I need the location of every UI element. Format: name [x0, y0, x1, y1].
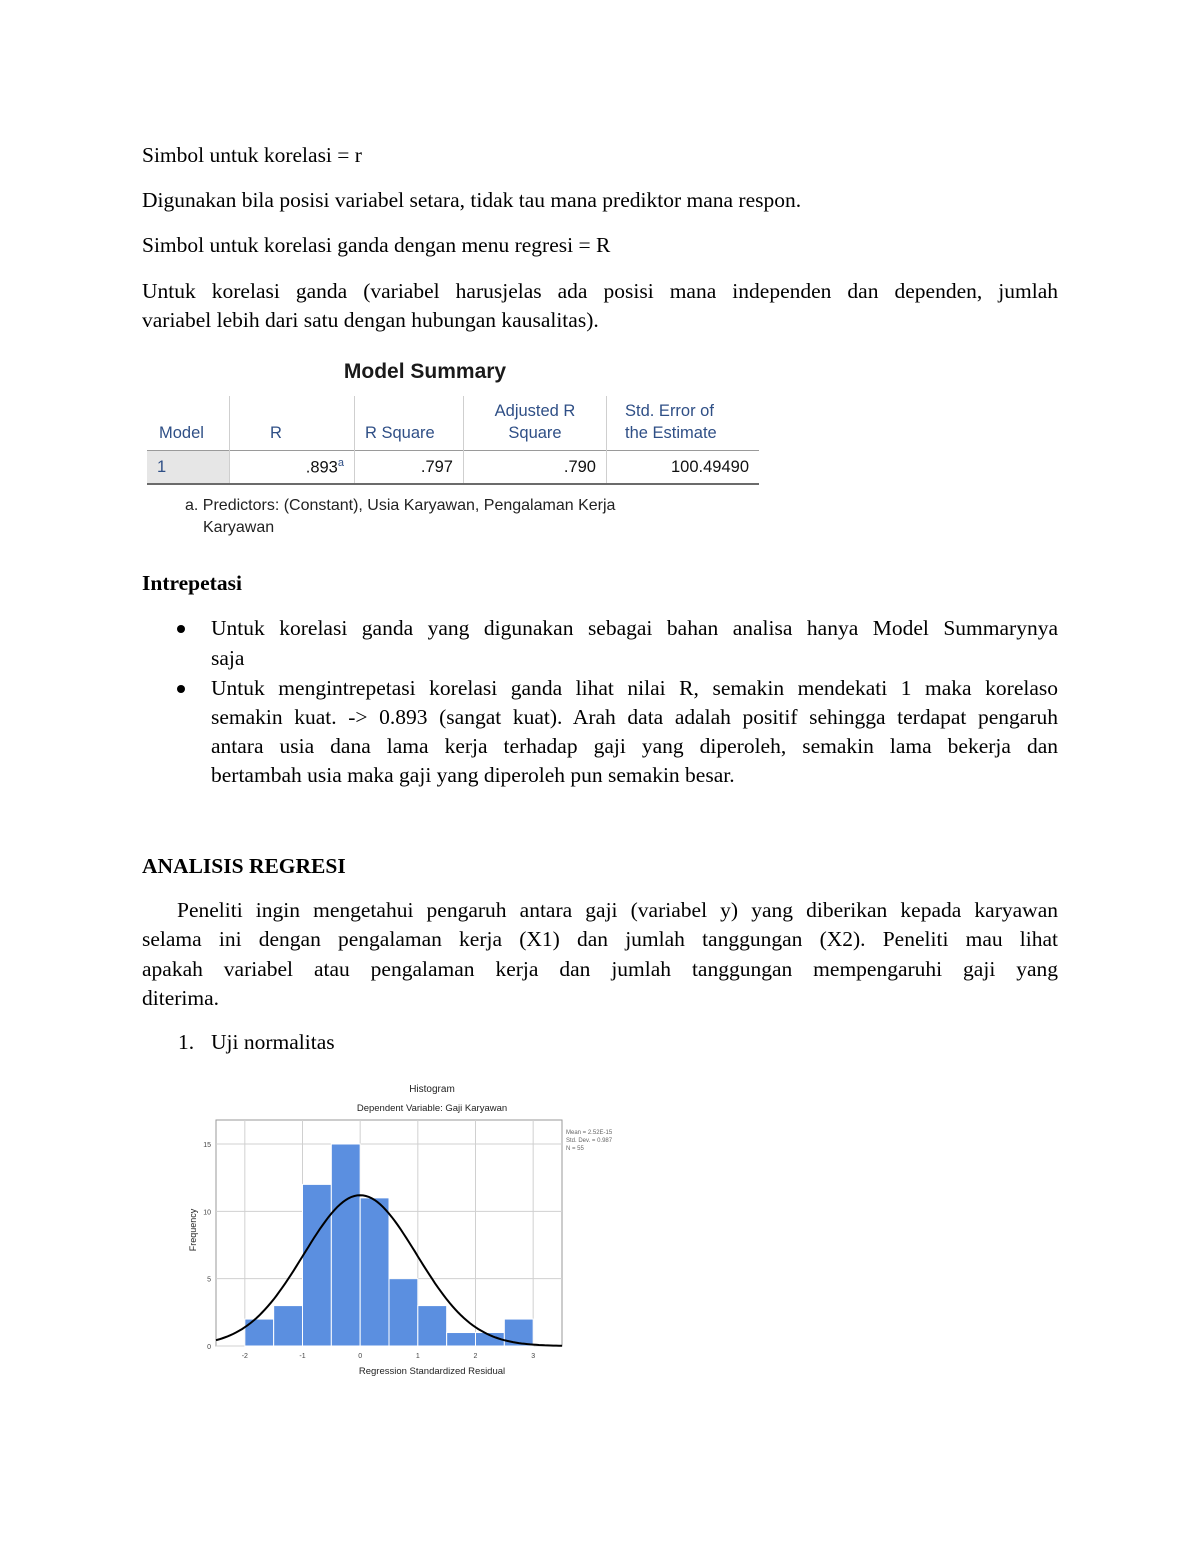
stats-legend-line: N = 55 — [566, 1146, 584, 1152]
paragraph-symbol-r: Simbol untuk korelasi = r — [142, 143, 362, 167]
y-tick-label: 15 — [203, 1142, 211, 1149]
regression-line2: selama ini dengan pengalaman kerja (X1) dan jumlah tanggungan (X2). Peneliti mau lihat — [142, 927, 1058, 951]
regression-line4: diterima. — [142, 986, 220, 1010]
histogram-bar — [447, 1333, 476, 1346]
stats-legend-line: Mean = 2.52E-15 — [566, 1130, 613, 1136]
model-summary-footnote — [185, 495, 705, 539]
x-axis-label: Regression Standardized Residual — [358, 1366, 506, 1377]
x-tick-label: 0 — [358, 1353, 363, 1360]
histogram-bar — [331, 1144, 360, 1346]
table-row — [147, 451, 759, 485]
bullet2-line1: Untuk mengintrepetasi korelasi ganda lihat nilai R, semakin mendekati 1 maka korelaso — [211, 676, 1058, 700]
cell-adjusted-r-square: .790 — [464, 451, 607, 485]
model-summary-table — [147, 396, 759, 485]
cell-std-error: 100.49490 — [607, 451, 760, 485]
x-tick-label: 2 — [473, 1353, 478, 1360]
x-tick-label: -2 — [241, 1353, 248, 1360]
bullet1-line2: saja — [211, 646, 245, 670]
header-r: R — [230, 396, 355, 451]
histogram-bar — [360, 1198, 389, 1346]
header-adjusted-line1: Adjusted R — [494, 402, 576, 420]
paragraph-multiple-correlation-line1: Untuk korelasi ganda (variabel harusjelas ada posisi mana independen dan dependen, jumlah — [142, 279, 1058, 303]
regression-heading: ANALISIS REGRESI — [142, 854, 346, 878]
paragraph-symbol-R: Simbol untuk korelasi ganda dengan menu regresi = R — [142, 233, 611, 257]
bullet1-line1: Untuk korelasi ganda yang digunakan sebagai bahan analisa hanya Model Summarynya — [211, 616, 1058, 640]
stats-legend-line: Std. Dev. = 0.987 — [566, 1138, 613, 1144]
x-tick-label: 1 — [415, 1353, 420, 1360]
histogram-chart — [180, 1078, 630, 1383]
bullet2-line4: bertambah usia maka gaji yang diperoleh pun semakin besar. — [211, 763, 735, 787]
y-tick-label: 5 — [207, 1276, 211, 1284]
list-item-normality: Uji normalitas — [211, 1030, 335, 1054]
x-tick-label: -1 — [299, 1353, 306, 1360]
bullet2-line2: semakin kuat. -> 0.893 (sangat kuat). Arah data adalah positif sehingga terdapat pengaruh — [211, 705, 1058, 729]
regression-line3: apakah variabel atau pengalaman kerja dan jumlah tanggungan mempengaruhi gaji yang — [142, 957, 1058, 981]
interpretation-heading: Intrepetasi — [142, 571, 242, 595]
cell-r-square: .797 — [355, 451, 464, 485]
footnote-line1: a. Predictors: (Constant), Usia Karyawan, Pengalaman Kerja — [185, 497, 616, 514]
list-number: 1. — [178, 1030, 195, 1054]
histogram-bar — [303, 1184, 332, 1346]
footnote-line2: Karyawan — [203, 519, 275, 536]
header-adjusted-r-square — [464, 396, 607, 451]
header-std-line2: the Estimate — [625, 424, 717, 442]
y-axis-label: Frequency — [188, 1208, 198, 1252]
y-tick-label: 10 — [203, 1209, 211, 1217]
paragraph-usage: Digunakan bila posisi variabel setara, tidak tau mana prediktor mana respon. — [142, 188, 802, 212]
histogram-bar — [418, 1306, 447, 1346]
paragraph-multiple-correlation-line2: variabel lebih dari satu dengan hubungan kausalitas). — [142, 308, 599, 332]
header-model: Model — [159, 424, 204, 442]
header-r-square: R Square — [355, 396, 464, 451]
histogram-bar — [274, 1306, 303, 1346]
cell-r-value: .893 — [305, 458, 338, 477]
header-std-error — [607, 396, 760, 451]
x-tick-label: 3 — [531, 1353, 536, 1360]
chart-subtitle: Dependent Variable: Gaji Karyawan — [356, 1103, 508, 1114]
bullet-icon — [177, 625, 185, 633]
stats-legend — [566, 1130, 613, 1152]
y-tick-label: 0 — [207, 1344, 211, 1351]
cell-model: 1 — [147, 451, 230, 485]
header-std-line1: Std. Error of — [625, 402, 714, 420]
cell-r-footnote-marker: a — [337, 456, 344, 469]
regression-line1: Peneliti ingin mengetahui pengaruh antara gaji (variabel y) yang diberikan kepada karyawan — [177, 898, 1058, 922]
cell-r — [230, 451, 355, 485]
chart-title: Histogram — [409, 1084, 455, 1095]
bullet2-line3: antara usia dana lama kerja terhadap gaji yang diperoleh, semakin lama bekerja dan — [211, 734, 1058, 758]
header-adjusted-line2: Square — [508, 424, 562, 442]
histogram-bar — [389, 1279, 418, 1346]
bullet-icon — [177, 685, 185, 693]
model-summary-title: Model Summary — [343, 360, 507, 383]
